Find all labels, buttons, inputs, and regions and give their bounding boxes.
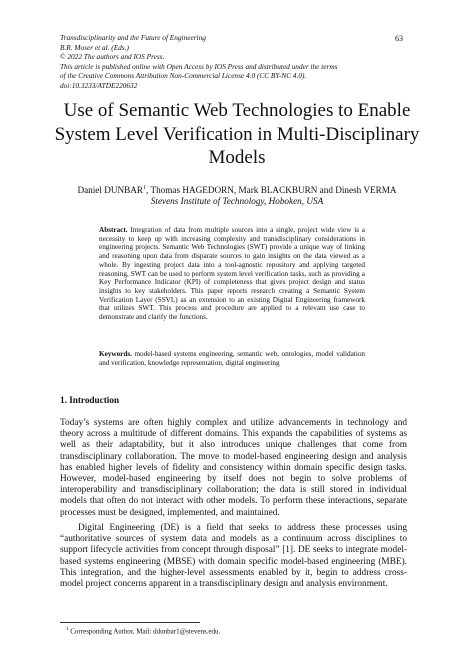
header-line-copyright: © 2022 The authors and IOS Press. xyxy=(60,52,165,62)
section-heading xyxy=(60,395,119,405)
header-line-license-2: of the Creative Commons Attribution Non-Commercial License 4.0 (CC BY-NC 4.0). xyxy=(60,71,307,81)
body-paragraph: Today’s systems are often highly complex and utilize advancements in technology and theory across a multitude of different domains. This expands the capabilities of systems as well as their adaptability, but it also introduces unique challenges that come from transdisciplinary collaboration. The move to model-based engineering design and analysis has enabled higher levels of fidelity and consistency within domain specific design tasks. However, model-based engineering by itself does not begin to solve problems of interoperability and transdisciplinary collaboration; the data is still stored in individual models that often do not interact with other models. To perform these interactions, separate processes must be designed, implemented, and maintained. xyxy=(60,418,407,518)
footnote-divider xyxy=(60,622,200,623)
abstract xyxy=(99,226,365,322)
header-line-book-title: Transdisciplinarity and the Future of Engineering xyxy=(60,33,206,42)
abstract-label: Abstract. xyxy=(99,226,128,234)
keywords-text: model-based systems engineering, semantic web, ontologies, model validation and verification, knowledge representation, digital engineering xyxy=(99,350,366,367)
keywords-label: Keywords. xyxy=(99,350,132,358)
paper-title: Use of Semantic Web Technologies to Enable System Level Verification in Multi-Disciplinary Models xyxy=(54,100,420,168)
footnote-text: Corresponding Author, Mail: ddunbar1@stevens.edu. xyxy=(70,627,221,636)
header-line-license-1: This article is published online with Open Access by IOS Press and distributed under the terms xyxy=(60,61,338,71)
section-title: Introduction xyxy=(69,395,120,405)
footnote xyxy=(66,627,220,635)
abstract-text: Integration of data from multiple sources into a single, project wide view is a necessity to keep up with increasing complexity and transdisciplinary considerations in engineering projects. Semantic Web Technologies (SWT) provide a unique way of linking and reasoning upon data from disparate sources to gain insights on the data viewed as a whole. By ingesting project data into a tool-agnostic repository and applying targeted reasoning, SWT can be used to perform system level verification tasks, such as providing a Key Performance Indicator (KPI) of completeness that gives project design and status insights to key stakeholders. This paper reports research creating a Semantic System Verification Layer (SSVL) as an extension to an existing Digital Engineering framework that utilizes SWT. This process and procedure are applied to a relevant use case to demonstrate and clarify the functions. xyxy=(99,226,365,322)
author-list xyxy=(20,183,454,196)
header-line-editors: B.R. Moser et al. (Eds.) xyxy=(60,42,129,52)
section-number: 1. xyxy=(60,395,67,405)
keywords xyxy=(99,350,365,367)
header-line-doi[interactable]: doi:10.3233/ATDE220632 xyxy=(60,80,138,90)
author-rest: , Thomas HAGEDORN, Mark BLACKBURN and Dinesh VERMA xyxy=(146,185,397,196)
footnote-mark: 1 xyxy=(66,627,69,632)
page-number: 63 xyxy=(395,34,403,43)
author-first: Daniel DUNBAR xyxy=(77,185,144,196)
body-paragraph: Digital Engineering (DE) is a field that seeks to address these processes using “authoritative sources of system data and models as a continuum across disciplines to support lifecycle activities from concept through disposal” [1]. DE seeks to integrate model-based systems engineering (MBSE) with domain specific model-based engineering (MBE). This integration, and the higher-level assessments enabled by it, begin to address cross-model project concerns apparent in a transdisciplinary design and analysis environment. xyxy=(60,523,407,590)
affiliation: Stevens Institute of Technology, Hoboken, USA xyxy=(150,196,324,206)
running-header xyxy=(60,33,420,91)
footnote-mark[interactable]: 1 xyxy=(143,185,147,191)
